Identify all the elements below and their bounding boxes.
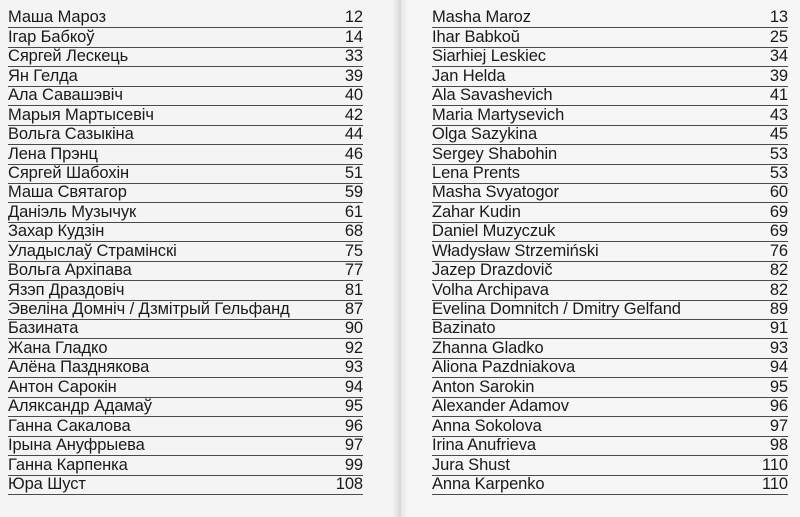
toc-entry-page-number: 59 [344, 183, 363, 202]
toc-entry-page-number: 95 [769, 377, 788, 396]
toc-entry-page-number: 98 [769, 436, 788, 455]
toc-entry [432, 378, 788, 397]
toc-entry-title: Ала Савашэвіч [8, 86, 123, 105]
toc-entry-page-number: 25 [769, 27, 788, 46]
toc-entry [8, 339, 363, 358]
toc-entry-page-number: 33 [344, 47, 363, 66]
toc-entry-page-number: 61 [344, 202, 363, 221]
toc-entry [432, 48, 788, 67]
toc-entry [8, 320, 363, 339]
toc-entry-title: Ігар Бабкоў [8, 27, 95, 46]
toc-entry [8, 106, 363, 125]
toc-entry [8, 437, 363, 456]
toc-entry [432, 437, 788, 456]
toc-entry [432, 87, 788, 106]
toc-entry-page-number: 69 [769, 222, 788, 241]
toc-entry-title: Базината [8, 319, 79, 338]
toc-entry-page-number: 34 [769, 47, 788, 66]
toc-entry-title: Марыя Мартысевіч [8, 105, 154, 124]
toc-entry-title: Siarhiej Leskiec [432, 47, 546, 66]
toc-entry-title: Ala Savashevich [432, 86, 553, 105]
toc-entry-title: Olga Sazykina [432, 125, 538, 144]
toc-entry-title: Ян Гелда [8, 66, 78, 85]
toc-entry-title: Жана Гладко [8, 338, 108, 357]
toc-entry-title: Anna Sokolova [432, 416, 542, 435]
toc-entry-page-number: 13 [769, 8, 788, 27]
toc-entry [432, 417, 788, 436]
toc-entry-title: Язэп Драздовіч [8, 280, 125, 299]
toc-entry-page-number: 95 [344, 397, 363, 416]
toc-entry-title: Антон Сарокін [8, 377, 117, 396]
toc-entry [432, 145, 788, 164]
toc-entry [432, 262, 788, 281]
toc-entry-title: Masha Maroz [432, 8, 531, 27]
toc-entry-title: Bazinato [432, 319, 496, 338]
toc-entry-page-number: 44 [344, 125, 363, 144]
toc-entry-title: Алёна Пазднякова [8, 358, 150, 377]
toc-list-latin [432, 9, 788, 495]
toc-entry-page-number: 60 [769, 183, 788, 202]
toc-entry-title: Сяргей Лескець [8, 47, 129, 66]
toc-entry-title: Lena Prents [432, 163, 520, 182]
toc-entry-title: Ганна Сакалова [8, 416, 131, 435]
toc-entry-page-number: 94 [769, 358, 788, 377]
toc-entry-page-number: 93 [344, 358, 363, 377]
toc-entry-page-number: 46 [344, 144, 363, 163]
toc-entry [432, 476, 788, 495]
toc-entry-page-number: 53 [769, 144, 788, 163]
toc-entry-title: Jan Helda [432, 66, 506, 85]
toc-entry-title: Маша Святагор [8, 183, 127, 202]
toc-entry [432, 398, 788, 417]
toc-entry-page-number: 39 [769, 66, 788, 85]
toc-entry [8, 145, 363, 164]
toc-entry-title: Maria Martysevich [432, 105, 565, 124]
toc-entry-title: Маша Мароз [8, 8, 106, 27]
toc-entry [8, 281, 363, 300]
toc-entry-title: Вольга Сазыкіна [8, 125, 134, 144]
toc-entry-page-number: 99 [344, 455, 363, 474]
toc-entry-page-number: 42 [344, 105, 363, 124]
toc-entry-page-number: 87 [344, 300, 363, 318]
toc-entry [8, 203, 363, 222]
toc-entry [432, 28, 788, 47]
toc-entry [8, 398, 363, 417]
toc-entry [8, 28, 363, 47]
toc-entry-page-number: 77 [344, 261, 363, 280]
toc-entry-page-number: 81 [344, 280, 363, 299]
toc-entry [432, 456, 788, 475]
toc-entry-title: Zhanna Gladko [432, 338, 544, 357]
toc-entry [8, 476, 363, 495]
toc-entry-title: Aliona Pazdniakova [432, 358, 576, 377]
toc-entry-page-number: 12 [344, 8, 363, 27]
toc-entry [8, 301, 363, 320]
toc-entry [8, 165, 363, 184]
toc-entry-title: Anton Sarokin [432, 377, 535, 396]
toc-entry [8, 456, 363, 475]
toc-entry [8, 184, 363, 203]
toc-entry-page-number: 45 [769, 125, 788, 144]
toc-entry [432, 184, 788, 203]
toc-entry-page-number: 110 [761, 474, 788, 493]
toc-entry-title: Alexander Adamov [432, 397, 569, 416]
toc-entry-page-number: 89 [769, 300, 788, 318]
toc-entry [432, 223, 788, 242]
toc-entry-page-number: 53 [769, 163, 788, 182]
toc-entry-title: Volha Archipava [432, 280, 549, 299]
toc-entry [432, 301, 788, 320]
toc-entry-title: Уладыслаў Страмінскі [8, 241, 177, 260]
toc-entry-title: Захар Кудзін [8, 222, 105, 241]
toc-entry-page-number: 82 [769, 280, 788, 299]
toc-entry-title: Ihar Babkoŭ [432, 27, 520, 46]
toc-entry-title: Ірына Ануфрыева [8, 436, 145, 455]
toc-entry [432, 203, 788, 222]
toc-entry-page-number: 43 [769, 105, 788, 124]
toc-entry [8, 359, 363, 378]
toc-entry-page-number: 97 [769, 416, 788, 435]
toc-entry-title: Лена Прэнц [8, 144, 98, 163]
toc-entry [8, 9, 363, 28]
toc-entry-page-number: 51 [344, 163, 363, 182]
toc-entry-page-number: 76 [769, 241, 788, 260]
toc-entry-page-number: 68 [344, 222, 363, 241]
toc-entry-page-number: 14 [344, 27, 363, 46]
toc-entry-page-number: 69 [769, 202, 788, 221]
toc-entry-page-number: 93 [769, 338, 788, 357]
toc-entry-title: Аляксандр Адамаў [8, 397, 152, 416]
toc-entry-title: Daniel Muzyczuk [432, 222, 556, 241]
toc-entry-title: Юра Шуст [8, 474, 86, 493]
toc-entry-page-number: 90 [344, 319, 363, 338]
toc-entry-page-number: 97 [344, 436, 363, 455]
toc-entry [8, 262, 363, 281]
toc-entry [8, 67, 363, 86]
toc-entry-title: Даніэль Музычук [8, 202, 137, 221]
toc-entry [432, 67, 788, 86]
toc-entry-page-number: 92 [344, 338, 363, 357]
toc-entry-title: Эвеліна Домніч / Дзмітрый Гельфанд [8, 300, 290, 318]
toc-entry-title: Zahar Kudin [432, 202, 521, 221]
toc-entry [432, 339, 788, 358]
toc-entry [432, 9, 788, 28]
toc-entry [432, 359, 788, 378]
toc-entry-page-number: 91 [769, 319, 788, 338]
toc-entry-page-number: 39 [344, 66, 363, 85]
toc-entry [432, 126, 788, 145]
right-page [396, 0, 800, 517]
toc-entry-page-number: 41 [769, 86, 788, 105]
toc-entry-page-number: 110 [761, 455, 788, 474]
toc-entry-page-number: 75 [344, 241, 363, 260]
toc-entry-title: Jazep Drazdovič [432, 261, 553, 280]
toc-entry [8, 223, 363, 242]
toc-entry-page-number: 108 [335, 474, 363, 493]
toc-entry [8, 242, 363, 261]
toc-entry-title: Sergey Shabohin [432, 144, 558, 163]
toc-entry [8, 126, 363, 145]
toc-entry-title: Jura Shust [432, 455, 510, 474]
toc-entry [8, 87, 363, 106]
toc-entry-title: Anna Karpenko [432, 474, 545, 493]
toc-entry-page-number: 94 [344, 377, 363, 396]
toc-entry [8, 48, 363, 67]
left-page [0, 0, 396, 517]
toc-list-belarusian [8, 9, 363, 495]
toc-entry-page-number: 96 [344, 416, 363, 435]
toc-entry-title: Evelina Domnitch / Dmitry Gelfand [432, 300, 681, 318]
toc-entry-title: Irina Anufrieva [432, 436, 536, 455]
toc-entry [432, 281, 788, 300]
toc-entry [8, 378, 363, 397]
toc-entry-title: Masha Svyatogor [432, 183, 559, 202]
toc-entry-page-number: 40 [344, 86, 363, 105]
toc-entry [432, 106, 788, 125]
toc-entry-title: Ганна Карпенка [8, 455, 128, 474]
toc-entry-title: Сяргей Шабохін [8, 163, 130, 182]
toc-entry [432, 165, 788, 184]
toc-entry [432, 242, 788, 261]
toc-entry-title: Władysław Strzemiński [432, 241, 599, 260]
toc-entry [8, 417, 363, 436]
toc-entry-page-number: 96 [769, 397, 788, 416]
toc-entry-page-number: 82 [769, 261, 788, 280]
toc-entry-title: Вольга Архіпава [8, 261, 132, 280]
toc-entry [432, 320, 788, 339]
